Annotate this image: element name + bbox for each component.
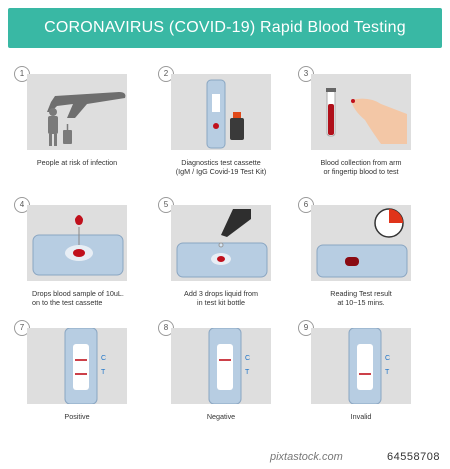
- step-6-illustration: [311, 205, 411, 281]
- step-3: [303, 69, 416, 176]
- step-1-illustration: [27, 74, 127, 150]
- test-line-label: T: [101, 369, 106, 376]
- step-number: 6: [298, 197, 314, 213]
- blood-tube-finger-icon: [311, 74, 411, 150]
- step-caption: Negative: [206, 412, 236, 421]
- step-caption: Diagnostics test cassette (IgM / IgG Covid-19 Test Kit): [175, 158, 267, 176]
- step-caption: Reading Test result at 10~15 mins.: [330, 289, 392, 307]
- timer-cassette-icon: [311, 205, 411, 281]
- step-6: [303, 200, 416, 307]
- step-number: 4: [14, 197, 30, 213]
- step-4-illustration: [27, 205, 127, 281]
- image-id: 64558708: [387, 451, 440, 463]
- step-3-illustration: [311, 74, 411, 150]
- airplane-traveler-icon: [27, 74, 127, 150]
- step-7-illustration: [27, 328, 127, 404]
- footer: [0, 448, 450, 469]
- page-title: CORONAVIRUS (COVID-19) Rapid Blood Testing: [44, 19, 406, 36]
- step-8-illustration: [171, 328, 271, 404]
- step-number: 2: [158, 66, 174, 82]
- blood-drop-cassette-icon: [27, 205, 127, 281]
- step-number: 3: [298, 66, 314, 82]
- positive-strip-icon: [27, 328, 127, 404]
- step-caption: Positive: [64, 412, 90, 421]
- negative-strip-icon: [171, 328, 271, 404]
- invalid-strip-icon: [311, 328, 411, 404]
- step-5: [163, 200, 276, 307]
- step-2: [163, 69, 276, 176]
- control-line-label: C: [385, 355, 391, 362]
- step-number: 7: [14, 320, 30, 336]
- step-caption: Add 3 drops liquid from in test kit bottle: [184, 289, 258, 307]
- dropper-bottle-icon: [171, 205, 271, 281]
- step-4: [19, 200, 132, 307]
- test-line-label: T: [385, 369, 390, 376]
- step-number: 5: [158, 197, 174, 213]
- step-9: [303, 323, 416, 421]
- step-caption: Drops blood sample of 10uL. on to the test cassette: [32, 289, 124, 307]
- test-line-label: T: [245, 369, 250, 376]
- test-cassette-icon: [171, 74, 271, 150]
- watermark-text: pixtastock.com: [270, 451, 343, 463]
- step-2-illustration: [171, 74, 271, 150]
- step-7: [19, 323, 132, 421]
- control-line-label: C: [245, 355, 251, 362]
- title-banner: [8, 8, 442, 48]
- step-5-illustration: [171, 205, 271, 281]
- step-number: 1: [14, 66, 30, 82]
- step-number: 8: [158, 320, 174, 336]
- step-8: [163, 323, 276, 421]
- control-line-label: C: [101, 355, 107, 362]
- step-caption: People at risk of infection: [36, 158, 118, 167]
- step-number: 9: [298, 320, 314, 336]
- step-caption: Blood collection from arm or fingertip blood to test: [320, 158, 402, 176]
- step-9-illustration: [311, 328, 411, 404]
- step-caption: Invalid: [350, 412, 372, 421]
- step-1: [19, 69, 132, 167]
